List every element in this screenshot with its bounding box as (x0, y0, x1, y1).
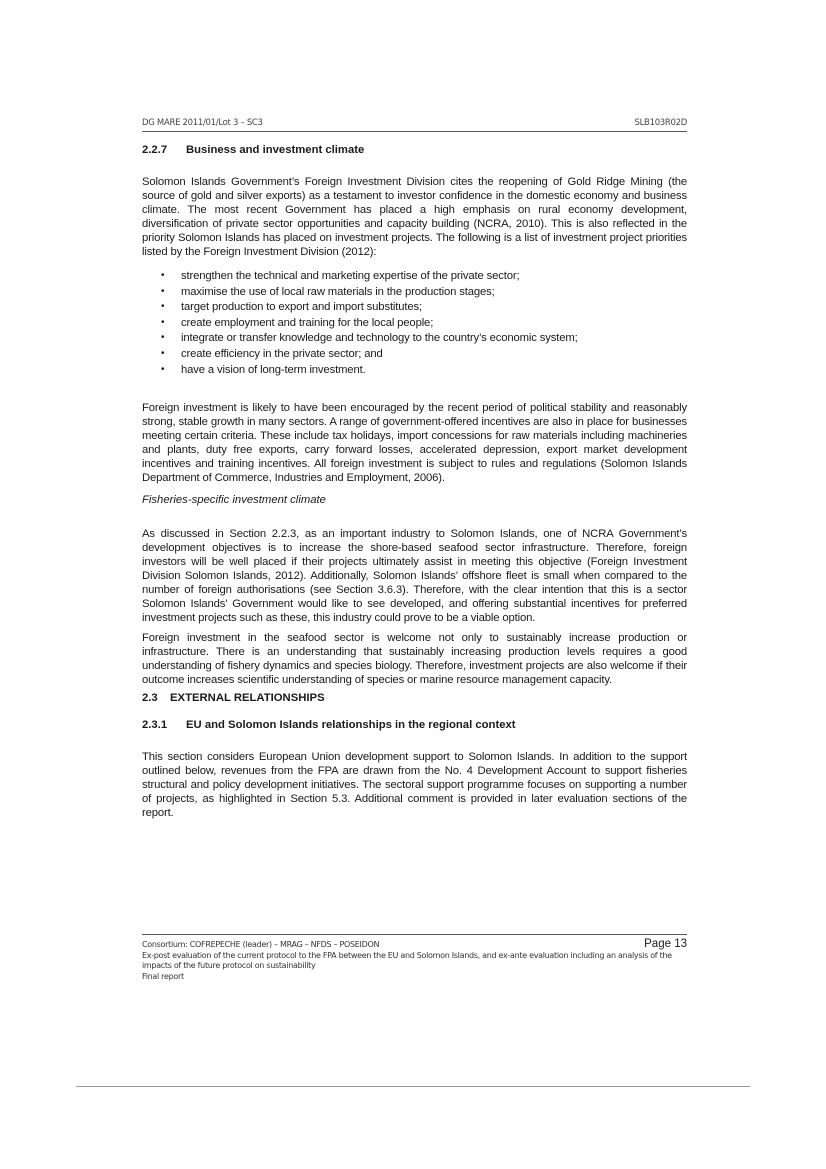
page-footer (142, 934, 687, 982)
bullet-icon: • (161, 285, 165, 297)
list-item: • strengthen the technical and marketing expertise of the private sector; (161, 270, 520, 282)
header-document-reference: DG MARE 2011/01/Lot 3 – SC3 (142, 118, 263, 128)
bullet-icon: • (161, 347, 165, 359)
paragraph: Solomon Islands Government’s Foreign Investment Division cites the reopening of Gold Ridge Mining (the source of gold and silver exports) as a testament to investor confidence in the domestic economy and business climate. The most recent Government has placed a high emphasis on rural economy development, diversification of private sector opportunities and capacity building (NCRA, 2010). This is also reflected in the priority Solomon Islands has placed on investment projects. The following is a list of investment project priorities listed by the Foreign Investment Division (2012): (142, 176, 687, 258)
footer-description: Ex-post evaluation of the current protocol to the FPA between the EU and Solomon Islands, and ex-ante evaluation including an analysis of the impacts of the future protocol on sustainability (142, 950, 672, 970)
section-number: 2.3.1 (142, 718, 168, 731)
priority-list (142, 269, 687, 377)
section-title: EXTERNAL RELATIONSHIPS (170, 691, 325, 704)
paragraph: Foreign investment in the seafood sector is welcome not only to sustainably increase production or infrastructure. There is an understanding that sustainably increasing production levels requires a good understanding of fishery dynamics and species biology. Therefore, investment projects are also welcome if their outcome increases scientific understanding of species or marine resource management capacity. (142, 631, 687, 686)
list-item: • maximise the use of local raw materials in the production stages; (161, 285, 495, 298)
paragraph: This section considers European Union development support to Solomon Islands. In addition to the support outlined below, revenues from the FPA are drawn from the No. 4 Development Account to support fisheries structural and policy development initiatives. The sectoral support programme focuses on supporting a number of projects, as highlighted in Section 5.3. Additional comment is provided in later evaluation sections of the report. (142, 750, 687, 819)
section-title: EU and Solomon Islands relationships in the regional context (186, 718, 516, 731)
bullet-icon: • (161, 270, 165, 281)
paragraph: As discussed in Section 2.2.3, as an important industry to Solomon Islands, one of NCRA Government’s development objectives is to increase the shore-based seafood sector infrastructure. Therefore, foreign investors will be well placed if their projects ultimately assist in meeting this objective (Foreign Investment Division Solomon Islands, 2012). Additionally, Solomon Islands’ offshore fleet is small when compared to the number of foreign authorisations (see Section 3.6.3). Therefore, with the clear intention that this is a sector Solomon Islands’ Government would like to see developed, and offering substantial incentives for preferred investment projects such as these, this industry could prove to be a viable option. (142, 527, 687, 624)
bullet-icon: • (161, 332, 165, 344)
list-item: • target production to export and import substitutes; (161, 301, 423, 314)
page-header (142, 118, 687, 132)
list-item: • create employment and training for the local people; (161, 316, 434, 329)
section-heading-2-2-7 (142, 143, 687, 157)
section-heading-2-3 (142, 691, 687, 705)
bullet-icon: • (161, 301, 165, 313)
list-item: • create efficiency in the private sector; and (161, 347, 383, 360)
section-heading-2-3-1 (142, 718, 687, 732)
bullet-icon: • (161, 316, 165, 328)
page-content (142, 143, 687, 830)
header-report-code: SLB103R02D (634, 118, 687, 128)
paragraph: Foreign investment is likely to have been encouraged by the recent period of political stability and reasonably strong, stable growth in many sectors. A range of government-offered incentives are also in place for businesses meeting certain criteria. These include tax holidays, import concessions for raw materials including machineries and plants, duty free exports, carry forward losses, accelerated depression, export market development incentives and training incentives. All foreign investment is subject to rules and regulations (Solomon Islands Department of Commerce, Industries and Employment, 2006). (142, 401, 687, 484)
footer-consortium: Consortium: COFREPECHE (leader) – MRAG – NFDS – POSEIDON (142, 940, 380, 949)
footer-report-type: Final report (142, 971, 184, 981)
list-item: • integrate or transfer knowledge and technology to the country’s economic system; (161, 332, 578, 345)
section-number: 2.2.7 (142, 144, 168, 156)
section-title: Business and investment climate (186, 144, 365, 156)
subsection-heading: Fisheries-specific investment climate (142, 493, 326, 506)
bullet-icon: • (161, 363, 165, 375)
section-number: 2.3 (142, 691, 158, 704)
page-number: Page 13 (644, 938, 687, 950)
list-item: • have a vision of long-term investment. (161, 363, 366, 376)
page-bottom-divider (76, 1086, 750, 1087)
